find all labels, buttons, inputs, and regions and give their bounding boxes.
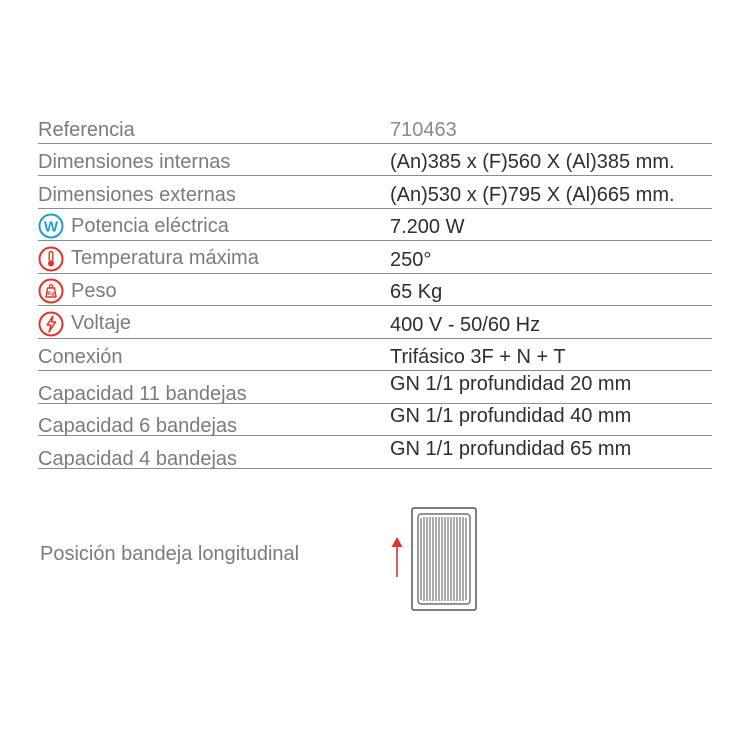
svg-text:W: W: [43, 218, 59, 236]
spec-value: GN 1/1 profundidad 20 mm: [390, 372, 632, 395]
spec-label-wrap: [38, 311, 131, 337]
spec-row-conexion: [38, 339, 712, 372]
spec-row-temperatura: [38, 241, 712, 274]
spec-row-referencia: [38, 111, 712, 144]
spec-label: Dimensiones internas: [38, 151, 231, 173]
spec-label: Peso: [71, 279, 117, 302]
spec-label: Temperatura máxima: [71, 247, 259, 269]
gn-tray-icon: [411, 507, 477, 611]
spec-label-wrap: [38, 246, 259, 272]
spec-label: Capacidad 4 bandejas: [38, 447, 238, 470]
spec-label: Capacidad 11 bandejas: [38, 382, 247, 405]
spec-row-capacidad-4: [38, 436, 712, 469]
spec-row-dimensiones-externas: [38, 176, 712, 209]
spec-value: 250°: [390, 248, 432, 271]
spec-value: GN 1/1 profundidad 65 mm: [390, 437, 632, 460]
thermometer-icon: [38, 246, 64, 272]
spec-value: (An)530 x (F)795 X (Al)665 mm.: [390, 183, 675, 206]
spec-value: 7.200 W: [390, 216, 465, 238]
tray-position-label: Posición bandeja longitudinal: [40, 543, 300, 565]
weight-kg-icon: [38, 278, 64, 304]
spec-row-potencia: [38, 209, 712, 242]
spec-label: Voltaje: [71, 312, 132, 334]
spec-row-voltaje: [38, 306, 712, 339]
spec-value: GN 1/1 profundidad 40 mm: [390, 405, 632, 427]
spec-row-capacidad-6: [38, 404, 712, 437]
spec-row-dimensiones-internas: [38, 144, 712, 177]
spec-label: Potencia eléctrica: [71, 214, 229, 237]
spec-value: Trifásico 3F + N + T: [390, 346, 566, 368]
spec-label: Capacidad 6 bandejas: [38, 415, 238, 437]
spec-value: 65 Kg: [390, 281, 443, 303]
lightning-icon: [38, 311, 64, 337]
spec-label-wrap: [38, 278, 117, 304]
spec-label: Referencia: [38, 118, 135, 141]
spec-value: (An)385 x (F)560 X (Al)385 mm.: [390, 151, 675, 173]
spec-label-wrap: [38, 213, 229, 239]
svg-text:Kg: Kg: [47, 291, 55, 298]
spec-table: [38, 111, 712, 469]
spec-value: 400 V - 50/60 Hz: [390, 313, 541, 336]
spec-row-peso: [38, 274, 712, 307]
spec-value: 710463: [390, 118, 457, 141]
spec-row-capacidad-11: [38, 371, 712, 404]
spec-label: Conexión: [38, 346, 123, 368]
power-w-icon: [38, 213, 64, 239]
spec-label: Dimensiones externas: [38, 183, 236, 206]
arrow-up-icon: [388, 535, 406, 579]
